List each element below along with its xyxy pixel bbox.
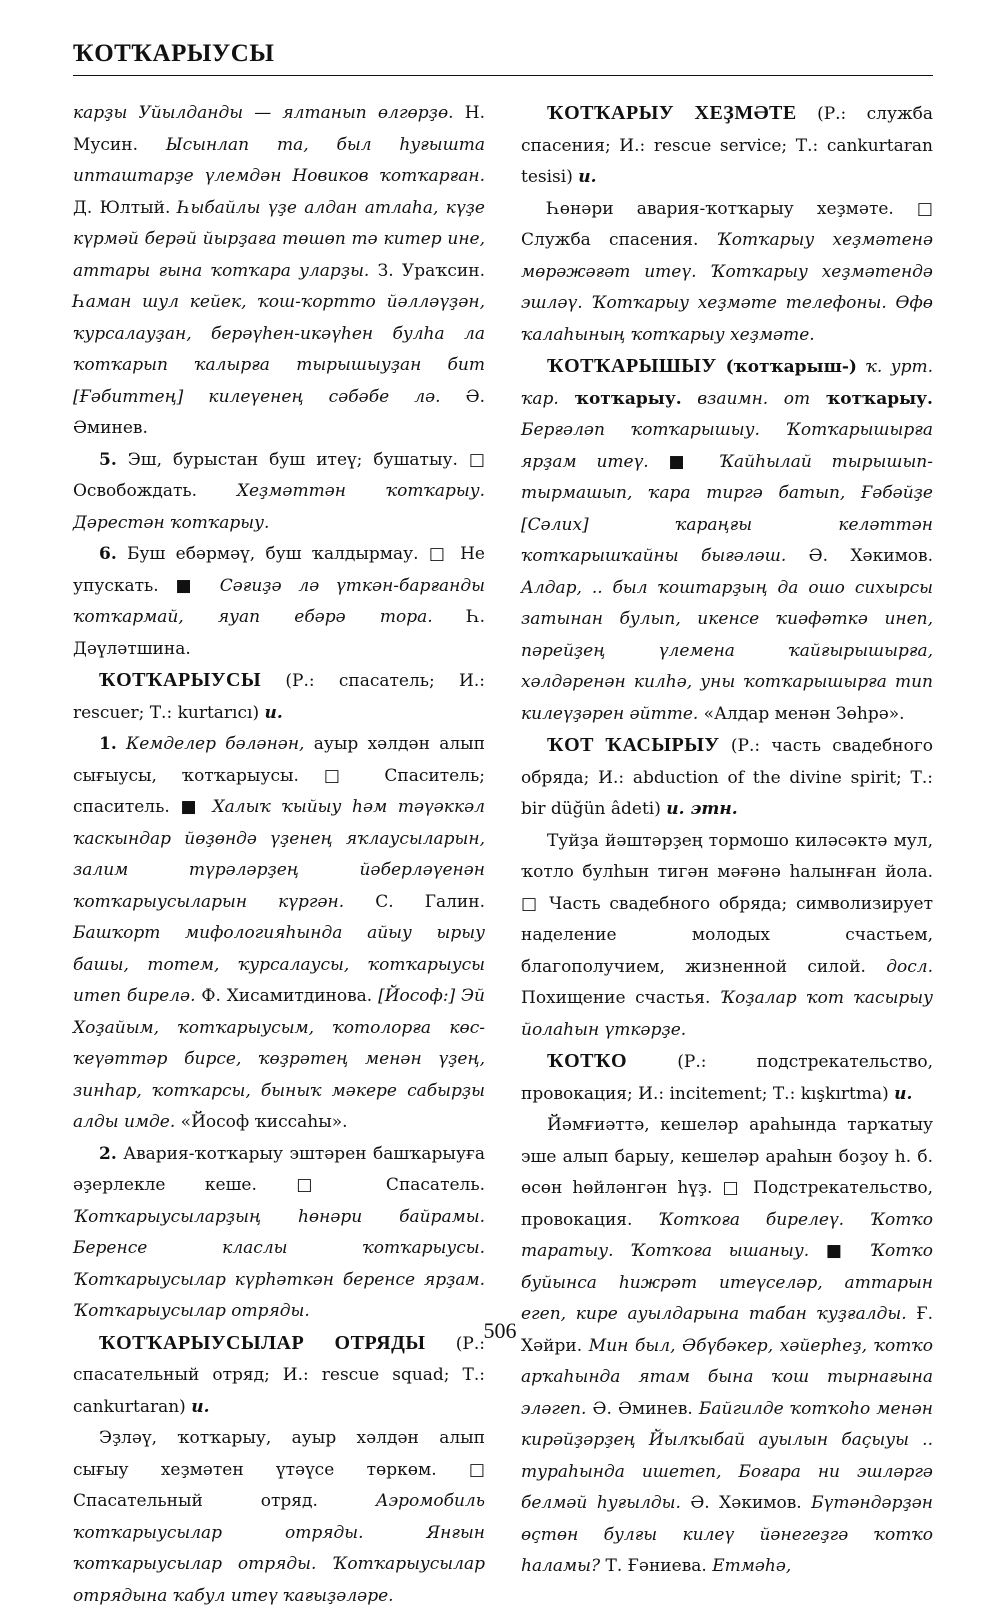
headword: ҠОТҠАРЫУ ХЕҘМӘТЕ [547,102,797,124]
headword: ҠОТҠАРЫУСЫ [99,669,262,691]
entry-kotkaryu-hezmate: ҠОТҠАРЫУ ХЕҘМӘТЕ (Р.: служба спасения; И.: rescue service; Т.: cankurtaran tesisi) и. [521,102,933,187]
entry-kot-kasyryu: ҠОТ ҠАСЫРЫУ (Р.: часть свадебного обряда; И.: abduction of the divine spirit; Т.: bir düğün âdeti) и. этн. [521,734,934,819]
entry-kotkaryshyu: ҠОТҠАРЫШЫУ (ҡотҡарыш-) ҡ. урт. ҡар. ҡотҡарыу. взаимн. от ҡотҡарыу. Берғәләп ҡотҡарышыу. Ҡотҡарышырға ярҙам итеү. ■ Ҡайһылай тырышып-тырмашып, ҡара тиргә батып, Ғәбәйҙе [Сәлих] ҡараңғы келәттән ҡотҡарышҡайны бығәләш. Ә. Хәкимов. Алдар, .. был ҡоштарҙың да ошо сихырсы затынан булып, икенсе ҡиәфәткә инеп, пәрейҙең үлемена ҡайғырышырға, хәлдәренән килһә, уны ҡотҡарышырға тип килеүҙәрен әйтте. «Алдар менән Зөһрә». [521,355,933,724]
definition: Эҙләү, ҡотҡарыу, ауыр хәлдән алып сығыу хеҙмәтен үтәүсе төркөм. □ Спасательный отряд. Аэромобиль ҡотҡарыусылар отряды. Янғын ҡотҡарыусылар отряды. Ҡотҡарыусылар отрядына ҡабул итеү ҡағыҙәләре. [73,1428,485,1606]
left-column [73,98,486,1606]
sense-2: 2. Авария-ҡотҡарыу эштәрен башҡарыуға әҙерлекле кеше. □ Спасатель. Ҡотҡарыусыларҙың һөнәри байрамы. Беренсе класлы ҡотҡарыусы. Ҡотҡарыусылар күрһәткән беренсе ярҙам. Ҡотҡарыусылар отряды. [73,1143,485,1321]
definition: Һөнәри авария-ҡотҡарыу хеҙмәте. □ Служба спасения. Ҡотҡарыу хеҙмәтенә мөрәжәғәт итеү. Ҡотҡарыу хеҙмәтендә эшләү. Ҡотҡарыу хеҙмәте телефоны. Өфө ҡалаһының ҡотҡарыу хеҙмәте. [521,198,933,345]
headword: ҠОТҠАРЫШЫУ [547,355,717,377]
header-rule [73,75,933,76]
right-column [521,98,934,1576]
running-head: ҠОТҠАРЫУСЫ [73,40,275,67]
page-number: 506 [483,1318,517,1343]
sense-1: 1. Кемделер бәләнән, ауыр хәлдән алып сығыусы, ҡотҡарыусы. □ Спаситель; спаситель. ■ Халыҡ ҡыйыу һәм тәүәккәл ҡаскындар йөҙөндә үҙенең яҡлаусыларын, залим түрәләрҙең йәберләүенән ҡотҡарыусыларын күргән. С. Галин. Башҡорт мифологияһында айыу ырыу башы, тотем, ҡурсалаусы, ҡотҡарыусы итеп бирелә. Ф. Хисамитдинова. [Йософ:] Эй Хоҙайым, ҡотҡарыусым, ҡотолорға көс-ҡеүәттәр бирсе, ҡөҙрәтең менән үҙең, зинһар, ҡотҡарсы, быныҡ мәкере сабырҙы алды имде. «Йософ ҡиссаһы». [73,734,485,1132]
headword: ҠОТҠО [547,1050,628,1072]
sense-5: 5. Эш, бурыстан буш итеү; бушатыу. □ Освобождать. Хеҙмәттән ҡотҡарыу. Дәрестән ҡотҡарыу. [73,449,485,533]
definition: Туйҙа йәштәрҙең тормошо киләсәктә мул, ҡотло булһын тигән мәғәнә һалынған йола. □ Часть свадебного обряда; символизирует наделение молодых счастьем, благополучием, жизненной силой. досл. Похищение счастья. Ҡоҙалар ҡот ҡасырыу йолаһын үткәрҙе. [521,830,933,1040]
entry-kotkaryusylar-otryady: ҠОТҠАРЫУСЫЛАР ОТРЯДЫ (Р.: спасательный отряд; И.: rescue squad; Т.: cankurtaran) и. [73,1331,486,1417]
entry-kotkaryusy: ҠОТҠАРЫУСЫ (Р.: спасатель; И.: rescuer; Т.: kurtarıcı) и. [73,669,485,723]
headword: ҠОТ ҠАСЫРЫУ [547,734,720,756]
headword: ҠОТҠАРЫУСЫЛАР ОТРЯДЫ [99,1331,426,1354]
definition: Йәмғиәттә, кешеләр араһында тарҡатыу эше алып барыу, кешеләр араһын боҙоу h. б. өсөн һөйләнгән һүҙ. □ Подстрекательство, провокация. Ҡотҡоға бирелеү. Ҡотҡо таратыу. Ҡотҡоға ышаныу. ■ Ҡотҡо буйынса һижрәт итеүселәр, аттарын егеп, кире ауылдарына табан ҡуҙғалды. Ғ. Хәйри. Мин был, Әбүбәкер, хәйерһеҙ, ҡотҡо арҡаһында ятам бына ҡош тырнағына эләгеп. Ә. Әминев. Байгилде ҡотҡоһо менән кирәйҙәрҙең Йылҡыбай ауылын баҫыуы .. тураһында ишетеп, Боғара ни эшләргә белмәй һуғылды. Ә. Хәкимов. Бүтәндәрҙән өҫтөн булғы килеү йәнегеҙгә ҡотҡо һаламы? Т. Ғәниева. Етмәһә, [521,1115,934,1576]
entry-kotko: ҠОТҠО (Р.: подстрекательство, провокация; И.: incitement; Т.: kışkırtma) и. [521,1050,933,1104]
entry-continuation: карҙы Уйылданды — ялтанып өлгөрҙө. Н. Мусин. Ысынлап та, был һуғышта ипташтарҙе үлемдән Новиков ҡотҡарған. Д. Юлтый. Һыбайлы үҙе алдан атлаһа, күҙе күрмәй берәй йырҙаға төшөп тә китер ине, аттары ғына ҡотҡара уларҙы. З. Ураҡсин. Һаман шул кейек, ҡош-ҡортто йәлләүҙән, ҡурсалауҙан, берәүһен-икәүһен булһа ла ҡотҡарып ҡалырға тырышыуҙан бит [Ғәбиттең] килеүенең сәбәбе лә. Ә. Әминев. [73,103,486,438]
sense-6: 6. Буш ебәрмәү, буш ҡалдырмау. □ Не упускать. ■ Сәғиҙә лә үткән-барғанды ҡотҡармай, яуап ебәрә тора. Һ. Дәүләтшина. [73,544,485,659]
